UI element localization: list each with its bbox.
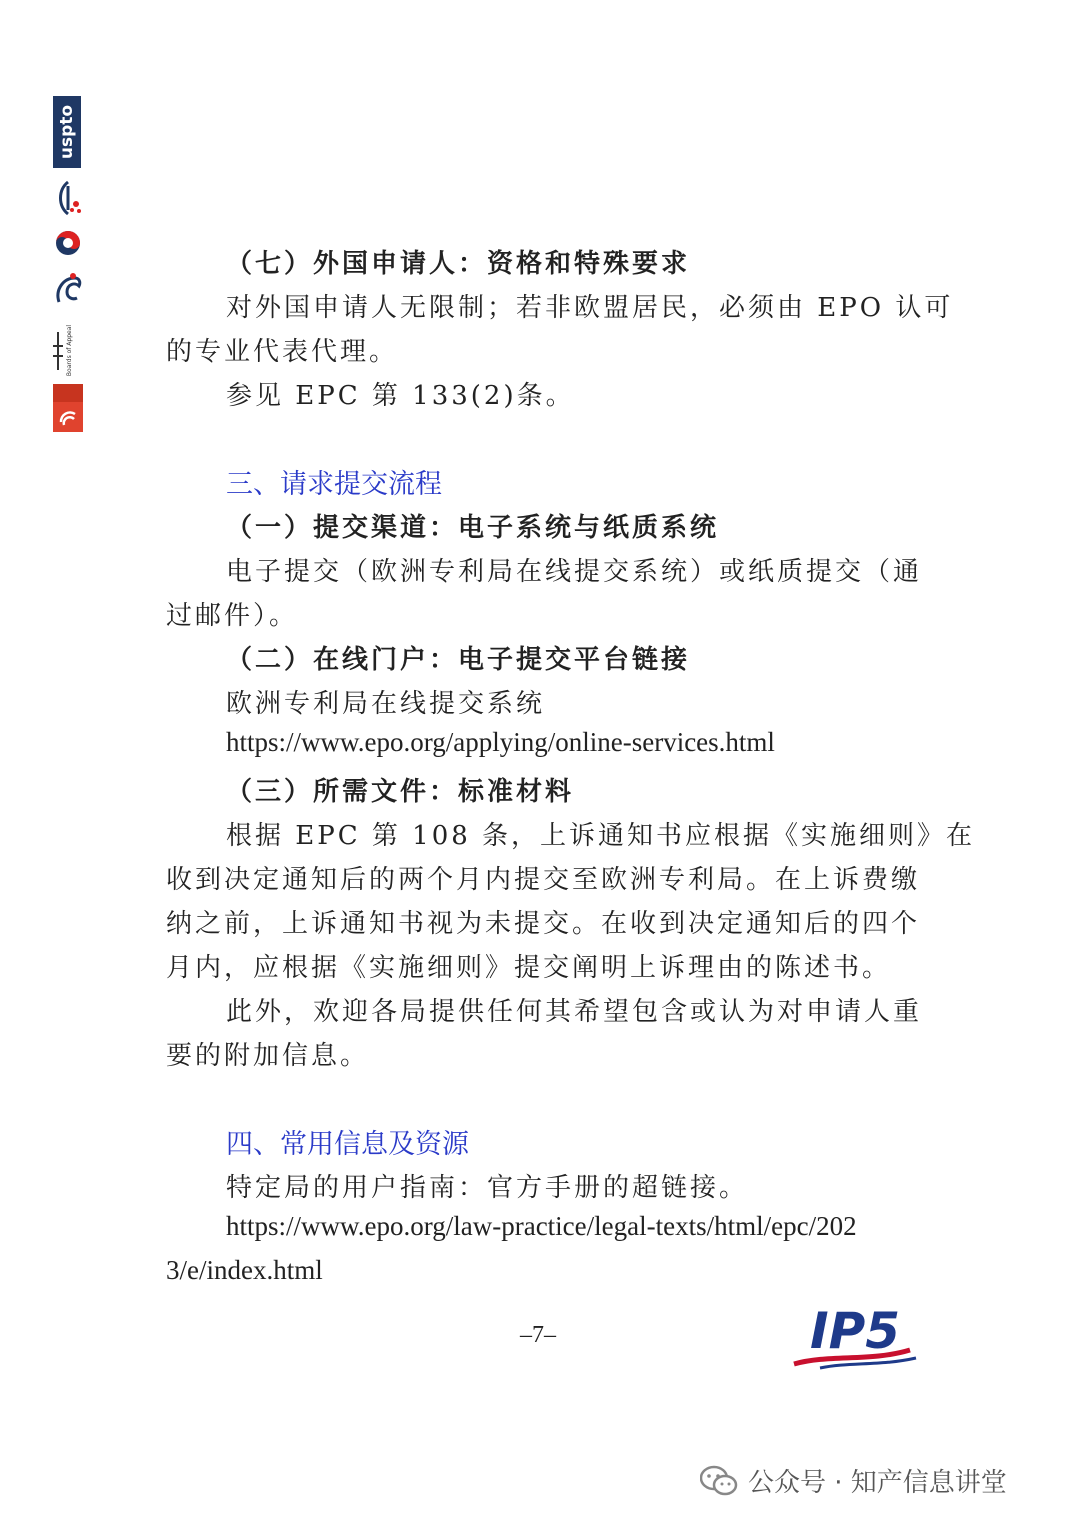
- section-3-1-heading: （一）提交渠道：电子系统与纸质系统: [226, 513, 720, 543]
- wechat-watermark: [700, 1462, 1007, 1499]
- wechat-icon: [700, 1465, 738, 1497]
- boards-of-appeal-label: Boards of Appeal: [66, 324, 74, 376]
- paragraph-line: 收到决定通知后的两个月内提交至欧洲专利局。在上诉费缴: [166, 865, 921, 895]
- jpo-logo-icon: [52, 180, 84, 216]
- paragraph-line: 特定局的用户指南：官方手册的超链接。: [226, 1173, 749, 1203]
- paragraph-line: 参见 EPC 第 133(2)条。: [226, 381, 575, 411]
- ip5-logo-text: IP5: [810, 1302, 901, 1360]
- paragraph-line: 的专业代表代理。: [166, 337, 399, 367]
- office-logos-strip: [50, 96, 86, 436]
- paragraph-line: 要的附加信息。: [166, 1041, 370, 1071]
- kipo-logo-icon: [53, 228, 83, 258]
- paragraph-line: 过邮件）。: [166, 601, 299, 631]
- section-7-heading: （七）外国申请人：资格和特殊要求: [226, 249, 691, 279]
- section-3-2-heading: （二）在线门户：电子提交平台链接: [226, 645, 691, 675]
- ip5-logo: [790, 1292, 922, 1376]
- ip5-logo-icon: [790, 1292, 922, 1376]
- paragraph-line: 电子提交（欧洲专利局在线提交系统）或纸质提交（通: [226, 557, 923, 587]
- uspto-logo: uspto: [53, 96, 81, 168]
- section-3-3-heading: （三）所需文件：标准材料: [226, 777, 575, 807]
- online-services-url[interactable]: https://www.epo.org/applying/online-services.html: [226, 727, 775, 757]
- legal-texts-url-continued[interactable]: 3/e/index.html: [166, 1255, 323, 1285]
- section-4-title: 四、常用信息及资源: [226, 1129, 469, 1160]
- section-3-title: 三、请求提交流程: [226, 469, 442, 500]
- paragraph-line: 对外国申请人无限制；若非欧盟居民，必须由 EPO 认可: [226, 293, 954, 323]
- cnipa-logo-icon: [53, 272, 83, 306]
- paragraph-line: 此外，欢迎各局提供任何其希望包含或认为对申请人重: [226, 997, 923, 1027]
- paragraph-line: 纳之前，上诉通知书视为未提交。在收到决定通知后的四个: [166, 909, 921, 939]
- epo-logo-icon: [53, 384, 83, 432]
- paragraph-line: 根据 EPC 第 108 条，上诉通知书应根据《实施细则》在: [226, 821, 976, 851]
- wechat-account-name: 公众号 · 知产信息讲堂: [748, 1468, 1007, 1498]
- paragraph-line: 欧洲专利局在线提交系统: [226, 689, 546, 719]
- page-number: –7–: [520, 1322, 556, 1348]
- paragraph-line: 月内，应根据《实施细则》提交阐明上诉理由的陈述书。: [166, 953, 892, 983]
- legal-texts-url[interactable]: https://www.epo.org/law-practice/legal-texts/html/epc/202: [226, 1211, 857, 1241]
